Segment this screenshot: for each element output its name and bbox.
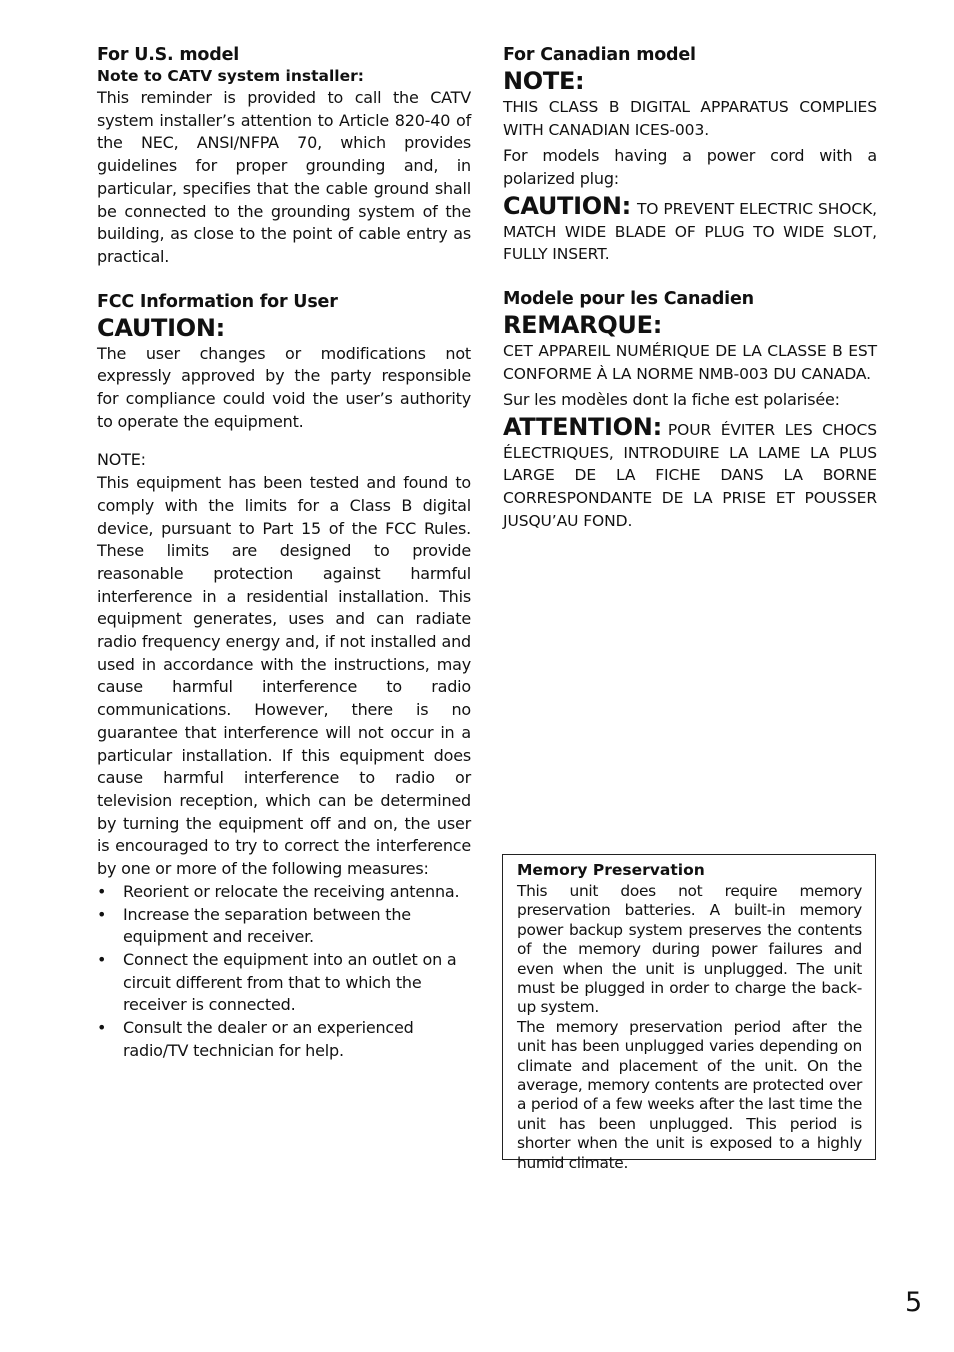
fr-class-b-text: CET APPAREIL NUMÉRIQUE DE LA CLASSE B EST CONFORME À LA NORME NMB-003 DU CANADA. (503, 341, 877, 383)
left-column (97, 44, 471, 1062)
caution-label: CAUTION: (503, 191, 631, 220)
caution-text: The user changes or modifications not expressly approved by the party responsible for compliance could void the user’s authority to operate the equipment. (97, 343, 471, 431)
list-item: • Consult the dealer or an experienced radio/TV technician for help. (97, 1018, 414, 1060)
french-model-heading: Modele pour les Canadien (503, 288, 754, 309)
bullet-icon: • (97, 949, 107, 969)
memory-box-paragraph-2: The memory preservation period after the unit has been unplugged varies depending on climate and placement of the unit. On the average, memory contents are protected over a period of a few weeks after the last time the unit has been unplugged. This period is shorter when the unit is exposed to a highly humid climate. (517, 1017, 862, 1172)
note-text: This equipment has been tested and found to comply with the limits for a Class B digital device, pursuant to Part 15 of the FCC Rules. These limits are designed to provide reasonable protection against harmful interference in a residential installation. This equipment generates, uses and can radiate radio frequency energy and, if not installed and used in accordance with the instructions, may cause harmful interference to radio communications. However, there is no guarantee that interference will not occur in a particular installation. If this equipment does cause harmful interference to radio or television reception, which can be determined by turning the equipment off and on, the user is encouraged to try to correct the interference by one or more of the following measures: (97, 473, 471, 879)
caution-text: TO PREVENT ELECTRIC SHOCK, MATCH WIDE BLADE OF PLUG TO WIDE SLOT, FULLY INSERT. (503, 199, 877, 264)
canadian-model-heading: For Canadian model (503, 45, 696, 65)
bullet-icon: • (97, 904, 107, 924)
note-label: NOTE: (97, 450, 146, 470)
list-item: • Increase the separation between the equipment and receiver. (97, 904, 411, 947)
attention-label: ATTENTION: (503, 413, 662, 442)
bullet-icon: • (97, 881, 107, 901)
note-heading: NOTE: (503, 67, 585, 95)
fr-polarized-text: Sur les modèles dont la fiche est polarisée: (503, 390, 840, 410)
memory-box-paragraph-1: This unit does not require memory preservation batteries. A built-in memory power backup system preserves the contents of the memory during power failures and even when the unit is unplugged. The unit must be plugged in order to charge the back-up system. (517, 882, 862, 1017)
catv-text: This reminder is provided to call the CATV system installer’s attention to Article 820-40 of the NEC, ANSI/NFPA 70, which provides guidelines for proper grounding and, in particular, specifies that the cable ground shall be connected to the grounding system of the building, as close to the point of cable entry as practical. (97, 88, 471, 266)
right-column (503, 44, 877, 533)
list-item: • Reorient or relocate the receiving antenna. (97, 881, 471, 904)
us-model-heading: For U.S. model (97, 45, 240, 65)
catv-heading: Note to CATV system installer: (97, 67, 364, 85)
caution-paragraph (503, 191, 877, 266)
page-number: 5 (905, 1287, 923, 1318)
polarized-plug-text: For models having a power cord with a polarized plug: (503, 146, 877, 189)
bullet-icon: • (97, 1018, 107, 1038)
list-item: • Connect the equipment into an outlet on a circuit different from that to which the receiver is connected. (97, 949, 457, 1015)
fcc-measures-list (97, 881, 471, 1063)
fcc-heading: FCC Information for User (97, 291, 338, 312)
class-b-text: THIS CLASS B DIGITAL APPARATUS COMPLIES WITH CANADIAN ICES-003. (503, 98, 877, 139)
attention-text: POUR ÉVITER LES CHOCS ÉLECTRIQUES, INTRODUIRE LA LAME LA PLUS LARGE DE LA FICHE DANS LA BORNE CORRESPONDANTE DE LA PRISE ET POUSSER JUSQU’AU FOND. (503, 421, 877, 530)
remarque-heading: REMARQUE: (503, 310, 662, 339)
memory-preservation-box (502, 854, 876, 1172)
attention-paragraph (503, 413, 877, 533)
caution-heading: CAUTION: (97, 313, 225, 342)
memory-box-title: Memory Preservation (517, 861, 705, 879)
